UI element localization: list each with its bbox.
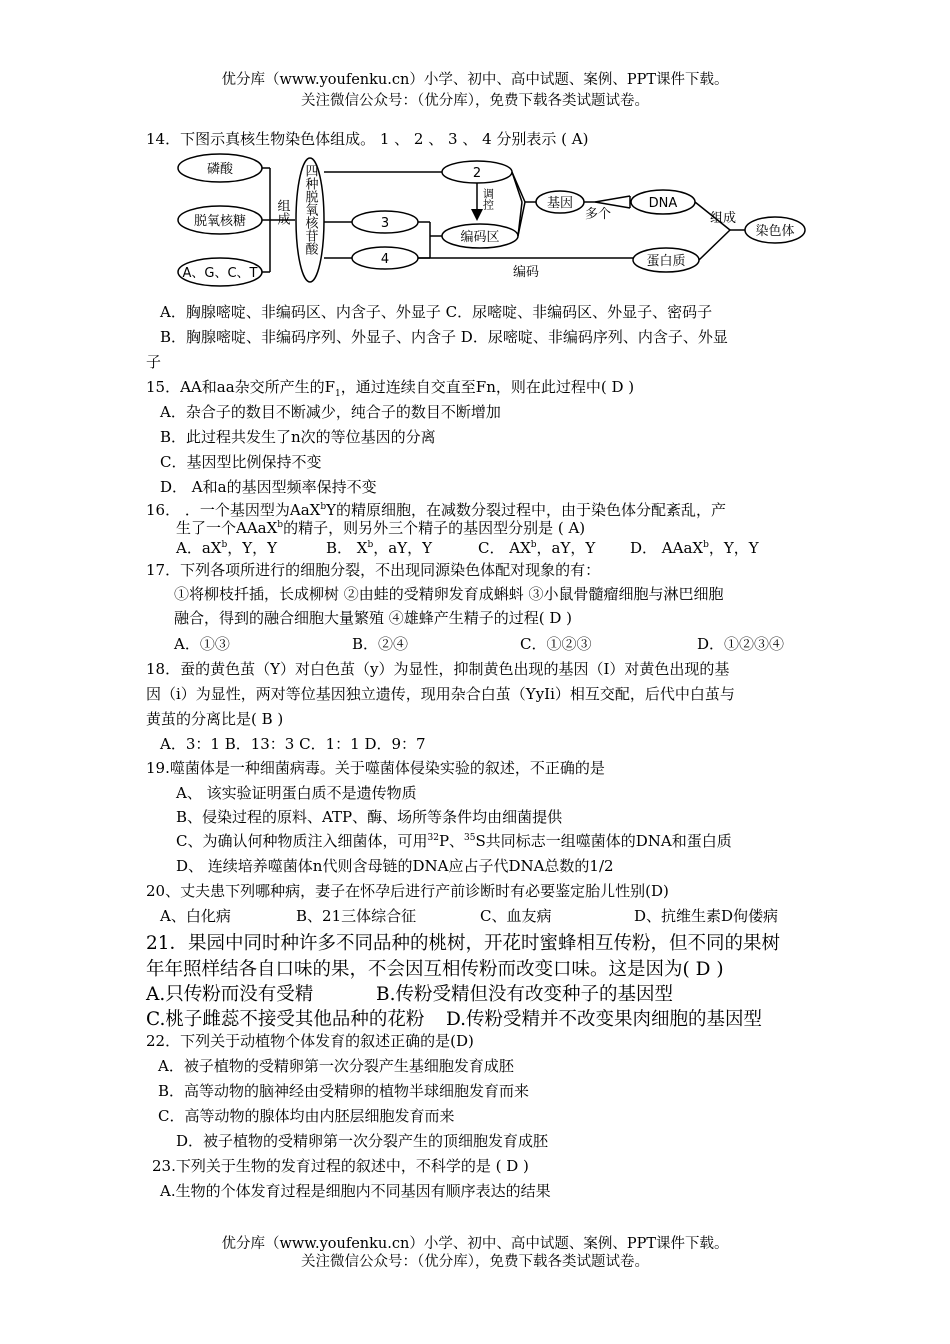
q14-option-tail: 子 bbox=[146, 353, 162, 371]
q20-stem: 20、丈夫患下列哪种病，妻子在怀孕后进行产前诊断时有必要鉴定胎儿性别(D) bbox=[146, 882, 669, 900]
footer-line-2: 关注微信公众号：（优分库），免费下载各类试题试卷。 bbox=[301, 1254, 649, 1270]
bases-label: A、G、C、T bbox=[182, 266, 258, 281]
q15-option-c: C．基因型比例保持不变 bbox=[160, 453, 322, 471]
chromosome-composition-diagram bbox=[170, 150, 820, 290]
q18-line-2: 因（i）为显性，两对等位基因独立遗传，现用杂合白茧（YyIi）相互交配，后代中白茧与 bbox=[146, 685, 735, 703]
q15-option-b: B．此过程共发生了n次的等位基因的分离 bbox=[160, 428, 436, 446]
q22-option-b: B．高等动物的脑神经由受精卵的植物半球细胞发育而来 bbox=[158, 1082, 530, 1100]
q16-line-2: 生了一个AAaX$^b$的精子，则另外三个精子的基因型分别是 ( A) bbox=[176, 519, 586, 537]
q19-stem: 19.噬菌体是一种细菌病毒。关于噬菌体侵染实验的叙述，不正确的是 bbox=[146, 759, 605, 777]
four-nucleotides-label: 四种脱氧核苷酸 bbox=[302, 164, 318, 255]
q20-option-b: B、21三体综合征 bbox=[296, 907, 417, 925]
q17-line-2: ①将柳枝扦插，长成柳树 ②由蛙的受精卵发育成蝌蚪 ③小鼠骨髓瘤细胞与淋巴细胞 bbox=[174, 585, 724, 603]
regulate-label: 调控 bbox=[481, 188, 495, 210]
q16-option-d: D． AAaX$^b$，Y，Y bbox=[630, 539, 759, 557]
q18-line-1: 18．蚕的黄色茧（Y）对白色茧（y）为显性，抑制黄色出现的基因（I）对黄色出现的基 bbox=[146, 660, 730, 678]
gene-label: 基因 bbox=[546, 196, 574, 211]
q23-stem: 23.下列关于生物的发育过程的叙述中，不科学的是 ( D ) bbox=[152, 1157, 529, 1175]
compose2-label: 组成 bbox=[709, 211, 737, 226]
many-label: 多个 bbox=[584, 207, 612, 222]
q19-option-c: C、为确认何种物质注入细菌体，可用$^{32}$P、$^{35}$S共同标志一组噬菌体的DNA和蛋白质 bbox=[176, 832, 732, 850]
q15-option-d: D． A和a的基因型频率保持不变 bbox=[160, 478, 377, 496]
q14-option-a-c: A．胸腺嘧啶、非编码区、内含子、外显子 C．尿嘧啶、非编码区、外显子、密码子 bbox=[160, 303, 713, 321]
q18-options: A．3：1 B．13：3 C．1：1 D．9：7 bbox=[160, 735, 426, 753]
q22-option-d: D．被子植物的受精卵第一次分裂产生的顶细胞发育成胚 bbox=[176, 1132, 549, 1150]
compose1-label: 组成 bbox=[274, 199, 290, 225]
q22-option-a: A．被子植物的受精卵第一次分裂产生基细胞发育成胚 bbox=[158, 1057, 514, 1075]
q22-option-c: C．高等动物的腺体均由内胚层细胞发育而来 bbox=[158, 1107, 455, 1125]
q16-line-1: 16． ．一个基因型为AaX$^b$Y的精原细胞，在减数分裂过程中，由于染色体分配紊乱，产 bbox=[146, 501, 726, 519]
q20-option-c: C、血友病 bbox=[480, 907, 552, 925]
encode-label: 编码 bbox=[512, 265, 540, 280]
chromosome-label: 染色体 bbox=[755, 224, 795, 239]
q15-option-a: A．杂合子的数目不断减少，纯合子的数目不断增加 bbox=[160, 403, 501, 421]
q16-option-a: A．$aX^b$，Y，Y bbox=[176, 539, 278, 557]
coding-region-label: 编码区 bbox=[460, 230, 500, 245]
q17-stem: 17．下列各项所进行的细胞分裂，不出现同源染色体配对现象的有： bbox=[146, 561, 601, 579]
q17-option-b: B．②④ bbox=[352, 635, 409, 653]
dna-label: DNA bbox=[648, 196, 678, 211]
q17-option-c: C．①②③ bbox=[520, 635, 592, 653]
q21-option-d: D.传粉受精并不改变果肉细胞的基因型 bbox=[446, 1009, 763, 1030]
q17-option-d: D．①②③④ bbox=[697, 635, 785, 653]
q16-option-c: C． $AX^b$，aY，Y bbox=[478, 539, 596, 557]
q19-option-a: A、 该实验证明蛋白质不是遗传物质 bbox=[176, 784, 417, 802]
q16-option-b: B． $X^b$，aY，Y bbox=[326, 539, 432, 557]
protein-label: 蛋白质 bbox=[646, 254, 686, 269]
q21-option-a: A.只传粉而没有受精 bbox=[146, 984, 314, 1005]
header-line-1: 优分库（www.youfenku.cn）小学、初中、高中试题、案例、PPT课件下载。 bbox=[221, 72, 729, 88]
q14-stem: 14．下图示真核生物染色体组成。 1 、 2 、 3 、 4 分别表示 ( A) bbox=[146, 130, 589, 148]
q20-option-d: D、抗维生素D佝偻病 bbox=[634, 907, 779, 925]
q21-option-c: C.桃子雌蕊不接受其他品种的花粉 bbox=[146, 1009, 425, 1030]
footer-line-1: 优分库（www.youfenku.cn）小学、初中、高中试题、案例、PPT课件下载。 bbox=[221, 1236, 729, 1252]
q15-stem: 15．AA和aa杂交所产生的$F_1$，通过连续自交直至Fn，则在此过程中( D ) bbox=[146, 378, 635, 399]
q19-option-d: D、 连续培养噬菌体n代则含母链的DNA应占子代DNA总数的1/2 bbox=[176, 857, 614, 875]
q17-line-3: 融合，得到的融合细胞大量繁殖 ④雄蜂产生精子的过程( D ) bbox=[174, 609, 573, 627]
q18-line-3: 黄茧的分离比是( B ) bbox=[146, 710, 284, 728]
node-4: 4 bbox=[380, 252, 390, 267]
q21-line-2: 年年照样结各自口味的果，不会因互相传粉而改变口味。这是因为( D ) bbox=[146, 959, 724, 980]
header-line-2: 关注微信公众号：（优分库），免费下载各类试题试卷。 bbox=[301, 93, 649, 109]
node-3: 3 bbox=[380, 216, 390, 231]
q21-option-b: B.传粉受精但没有改变种子的基因型 bbox=[376, 984, 673, 1005]
q14-option-b-d: B．胸腺嘧啶、非编码序列、外显子、内含子 D．尿嘧啶、非编码序列、内含子、外显 bbox=[160, 328, 728, 346]
q23-option-a: A.生物的个体发育过程是细胞内不同基因有顺序表达的结果 bbox=[160, 1182, 551, 1200]
phosphate-label: 磷酸 bbox=[206, 162, 234, 177]
deoxyribose-label: 脱氧核糖 bbox=[193, 214, 247, 229]
q17-option-a: A．①③ bbox=[174, 635, 230, 653]
q19-option-b: B、侵染过程的原料、ATP、酶、场所等条件均由细菌提供 bbox=[176, 808, 563, 826]
q22-stem: 22．下列关于动植物个体发育的叙述正确的是(D) bbox=[146, 1032, 474, 1050]
node-2: 2 bbox=[472, 166, 482, 181]
q20-option-a: A、白化病 bbox=[160, 907, 231, 925]
q21-line-1: 21．果园中同时种许多不同品种的桃树，开花时蜜蜂相互传粉，但不同的果树 bbox=[146, 933, 781, 954]
